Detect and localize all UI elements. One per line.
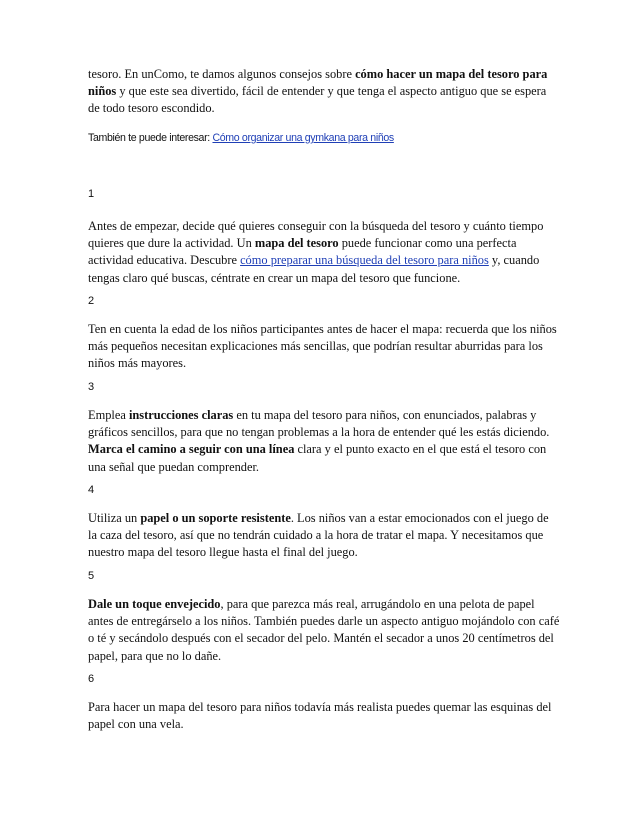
related-label: También te puede interesar: [88,132,213,144]
step-3-text-2: en tu mapa del tesoro para niños, con enunciados, palabras y gráficos sencillos, para que no tengan problemas a la hora de entender qué les estás diciendo. [88,408,550,440]
step-4-bold-1: papel o un soporte resistente [140,511,291,525]
step-1-bold-1: mapa del tesoro [254,236,339,251]
step-3-text-1: Emplea [88,408,129,422]
step-6-text-1: Para hacer un mapa del tesoro para niños todavía más realista puedes quemar las esquinas del papel con una vela. [88,700,552,732]
step-4-text-1: Utiliza un [88,511,141,525]
step-number-2: 2 [88,295,95,307]
intro-text-2: y que este sea divertido, fácil de entender y que tenga el aspecto antiguo que se espera de todo tesoro escondido. [88,84,547,116]
step-number-4: 4 [88,484,95,496]
step-5-text-1: , para que parezca más real, arrugándolo en una pelota de papel antes de entregárselo a los niños. También puedes darle un aspecto antiguo mojándolo con café o té y secándolo después con el secador del pelo. Mantén el secador a unos 20 centímetros del papel, para que no lo dañe. [88,597,560,663]
step-1-link[interactable]: cómo preparar una búsqueda del tesoro para niños [240,253,489,268]
step-3-text-3: clara y el punto exacto en el que está el tesoro con una señal que puedan comprender. [88,442,547,474]
step-number-5: 5 [88,570,95,582]
step-3-paragraph [88,407,560,476]
step-1-text-2: puede funcionar como una perfecta actividad educativa. Descubre [88,236,517,268]
step-2-text-1: Ten en cuenta la edad de los niños participantes antes de hacer el mapa: recuerda que los niños más pequeños necesitan explicaciones más sencillas, que podrían resultar aburridas para los niños más mayores. [88,322,557,371]
step-6-paragraph [88,699,560,733]
step-1-paragraph [88,218,560,287]
step-4-paragraph [88,510,560,562]
related-link[interactable]: Cómo organizar una gymkana para niños [212,132,394,144]
step-1-text-1: Antes de empezar, decide qué quieres conseguir con la búsqueda del tesoro y cuánto tiempo quieres que dure la actividad. Un [88,219,544,251]
intro-paragraph [88,66,560,118]
step-number-6: 6 [88,673,95,685]
step-number-1: 1 [88,188,95,200]
step-1-text-3: y, cuando tengas claro qué buscas, céntrate en crear un mapa del tesoro que funcione. [88,253,540,285]
intro-text-1: tesoro. En unComo, te damos algunos consejos sobre [88,67,356,81]
related-article [88,132,394,144]
step-3-bold-1: instrucciones claras [128,408,234,422]
step-2-paragraph [88,321,560,373]
step-4-text-2: . Los niños van a estar emocionados con el juego de la caza del tesoro, así que no tendrán cuidado a la hora de tratar el mapa. Y necesitamos que nuestro mapa del tesoro llegue hasta el final del juego. [88,511,549,560]
step-number-3: 3 [88,381,95,393]
step-5-paragraph [88,596,560,665]
step-5-bold-1: Dale un toque envejecido [88,597,221,611]
intro-bold-1: cómo hacer un mapa del tesoro para niños [88,67,548,99]
step-3-bold-2: Marca el camino a seguir con una línea [88,442,295,457]
